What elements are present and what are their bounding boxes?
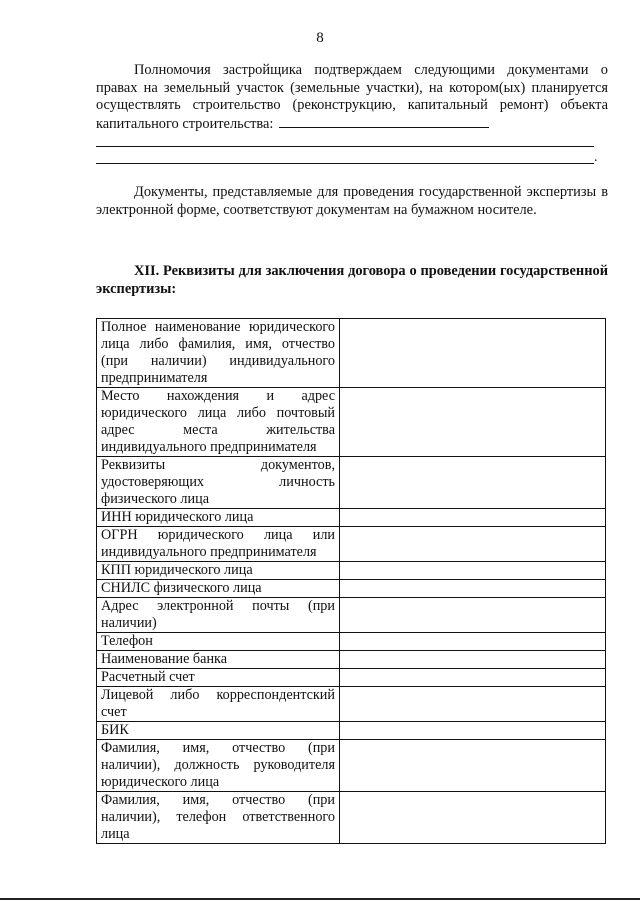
requisite-label: Место нахождения и адрес юридического лица либо почтовый адрес места жительства индивидуального предпринимателя bbox=[97, 388, 340, 457]
requisite-value-field[interactable] bbox=[340, 598, 606, 633]
scan-edge-line bbox=[0, 898, 640, 900]
table-row bbox=[97, 319, 606, 388]
table-row bbox=[97, 598, 606, 633]
requisite-label: ИНН юридического лица bbox=[97, 509, 340, 527]
requisite-value-field[interactable] bbox=[340, 580, 606, 598]
table-row bbox=[97, 457, 606, 509]
requisite-label: Расчетный счет bbox=[97, 669, 340, 687]
table-row bbox=[97, 722, 606, 740]
requisite-label: БИК bbox=[97, 722, 340, 740]
requisite-label: Фамилия, имя, отчество (при наличии), телефон ответственного лица bbox=[97, 792, 340, 844]
requisite-value-field[interactable] bbox=[340, 562, 606, 580]
table-row bbox=[97, 651, 606, 669]
requisite-value-field[interactable] bbox=[340, 669, 606, 687]
authority-text: Полномочия застройщика подтверждаем следующими документами о правах на земельный участок (земельные участки), на котором(ых) планируется осуществлять строительство (реконструкцию, капитальный ремонт) объекта капитального строительства: bbox=[96, 62, 608, 132]
requisite-value-field[interactable] bbox=[340, 319, 606, 388]
requisites-table bbox=[96, 318, 606, 844]
requisite-value-field[interactable] bbox=[340, 509, 606, 527]
requisite-value-field[interactable] bbox=[340, 388, 606, 457]
requisite-value-field[interactable] bbox=[340, 687, 606, 722]
requisite-value-field[interactable] bbox=[340, 633, 606, 651]
table-row bbox=[97, 687, 606, 722]
requisite-value-field[interactable] bbox=[340, 722, 606, 740]
table-row bbox=[97, 792, 606, 844]
requisite-label: Реквизиты документов, удостоверяющих личность физического лица bbox=[97, 457, 340, 509]
requisite-label: Фамилия, имя, отчество (при наличии), должность руководителя юридического лица bbox=[97, 740, 340, 792]
requisites-table-body bbox=[97, 319, 606, 844]
authority-paragraph bbox=[96, 62, 608, 133]
conformity-paragraph bbox=[96, 184, 608, 219]
page-number: 8 bbox=[316, 30, 324, 46]
table-row bbox=[97, 509, 606, 527]
requisite-value-field[interactable] bbox=[340, 457, 606, 509]
table-row bbox=[97, 562, 606, 580]
section-heading bbox=[96, 263, 608, 298]
table-row bbox=[97, 388, 606, 457]
conformity-text: Документы, представляемые для проведения государственной экспертизы в электронной форме, соответствуют документам на бумажном носителе. bbox=[96, 184, 608, 218]
table-row bbox=[97, 580, 606, 598]
authority-blank-line[interactable] bbox=[279, 115, 489, 128]
table-row bbox=[97, 527, 606, 562]
table-row bbox=[97, 633, 606, 651]
requisite-label: Адрес электронной почты (при наличии) bbox=[97, 598, 340, 633]
requisite-label: Полное наименование юридического лица либо фамилия, имя, отчество (при наличии) индивидуального предпринимателя bbox=[97, 319, 340, 388]
closing-period: . bbox=[594, 150, 598, 165]
requisite-value-field[interactable] bbox=[340, 651, 606, 669]
blank-line-1[interactable] bbox=[96, 146, 594, 147]
blank-line-2[interactable] bbox=[96, 163, 594, 164]
requisite-label: Телефон bbox=[97, 633, 340, 651]
requisite-label: ОГРН юридического лица или индивидуального предпринимателя bbox=[97, 527, 340, 562]
table-row bbox=[97, 740, 606, 792]
requisite-label: Лицевой либо корреспондентский счет bbox=[97, 687, 340, 722]
requisite-label: СНИЛС физического лица bbox=[97, 580, 340, 598]
requisite-label: КПП юридического лица bbox=[97, 562, 340, 580]
requisite-value-field[interactable] bbox=[340, 740, 606, 792]
table-row bbox=[97, 669, 606, 687]
requisite-value-field[interactable] bbox=[340, 792, 606, 844]
section-heading-text: XII. Реквизиты для заключения договора о проведении государственной экспертизы: bbox=[96, 263, 608, 297]
requisite-value-field[interactable] bbox=[340, 527, 606, 562]
requisite-label: Наименование банка bbox=[97, 651, 340, 669]
